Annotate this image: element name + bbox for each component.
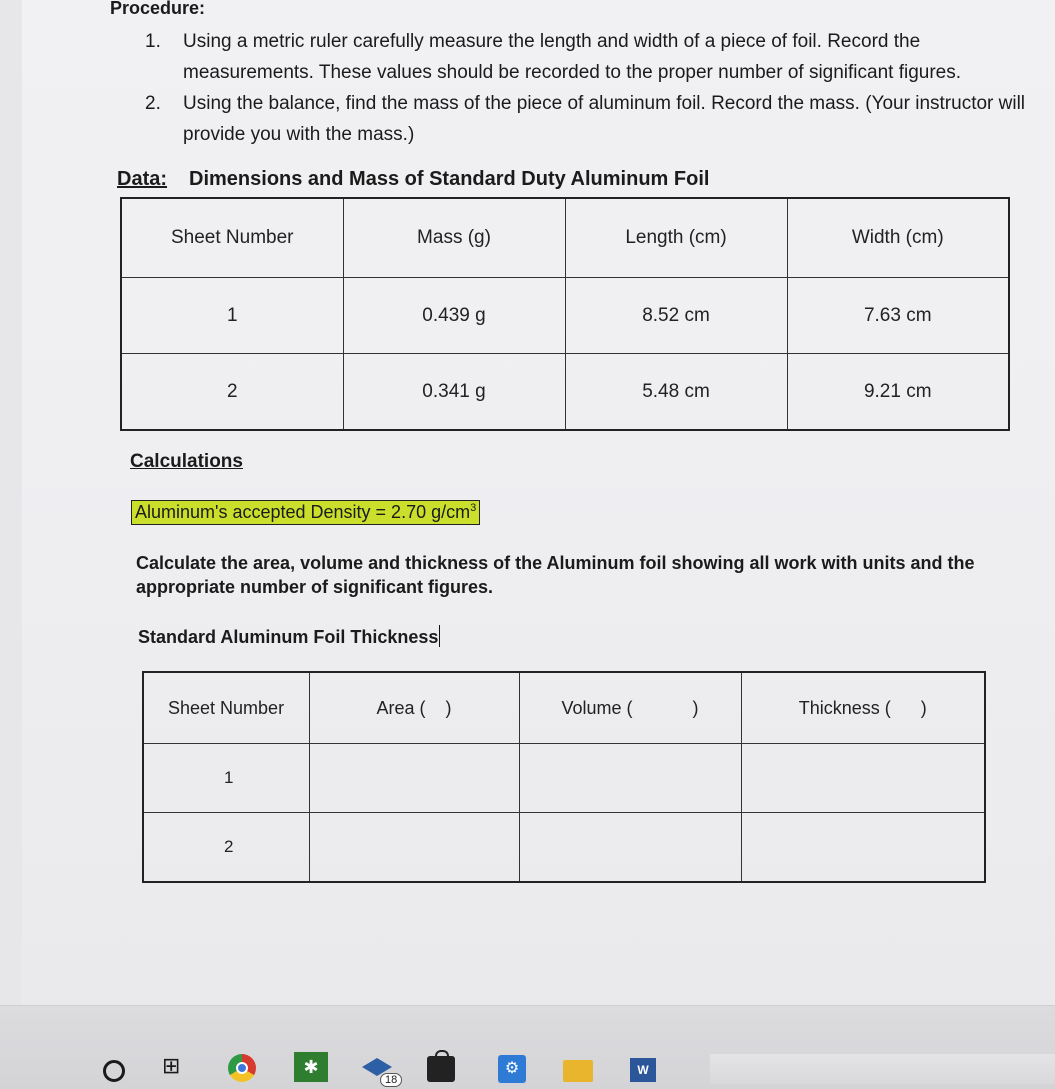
start-icon[interactable] (103, 1060, 125, 1082)
thickness-title-text: Standard Aluminum Foil Thickness (138, 627, 439, 647)
table-row (121, 354, 1009, 431)
cell-volume[interactable] (519, 744, 741, 813)
cell-width[interactable]: 7.63 cm (787, 278, 1009, 354)
cell-thickness[interactable] (741, 744, 985, 813)
density-highlight (131, 500, 480, 525)
calculation-instructions: Calculate the area, volume and thickness of the Aluminum foil showing all work with units and the appropriate number of significant figures. (136, 553, 975, 597)
cell-thickness[interactable] (741, 813, 985, 883)
dimensions-table (120, 197, 1010, 431)
store-icon[interactable] (427, 1056, 455, 1082)
data-heading (117, 168, 709, 191)
header-mass[interactable]: Mass (g) (343, 198, 565, 278)
header-width[interactable]: Width (cm) (787, 198, 1009, 278)
procedure-step (145, 26, 1045, 88)
chrome-icon[interactable] (228, 1054, 256, 1082)
cell-mass[interactable]: 0.439 g (343, 278, 565, 354)
green-app-icon[interactable]: ✱ (294, 1052, 328, 1082)
density-exponent: 3 (470, 502, 477, 514)
cell-sheet-number[interactable]: 2 (143, 813, 309, 883)
cell-volume[interactable] (519, 813, 741, 883)
header-sheet-number[interactable]: Sheet Number (143, 672, 309, 744)
procedure-step-number: 2. (145, 93, 161, 114)
thickness-heading[interactable] (138, 625, 440, 648)
cell-length[interactable]: 5.48 cm (565, 354, 787, 431)
notification-badge: 18 (380, 1073, 402, 1087)
folder-icon[interactable] (563, 1060, 593, 1082)
procedure-step-text: Using a metric ruler carefully measure the length and width of a piece of foil. Record the measurements. These values should be recorded to the proper number of significant figures. (183, 31, 962, 83)
table-row (121, 278, 1009, 354)
cell-area[interactable] (309, 744, 519, 813)
cell-area[interactable] (309, 813, 519, 883)
data-label: Data: (117, 168, 168, 190)
header-area[interactable]: Area ( ) (309, 672, 519, 744)
table-row (143, 813, 985, 883)
procedure-step (145, 88, 1045, 150)
cell-length[interactable]: 8.52 cm (565, 278, 787, 354)
header-thickness[interactable]: Thickness ( ) (741, 672, 985, 744)
procedure-list (145, 26, 1045, 150)
cell-mass[interactable]: 0.341 g (343, 354, 565, 431)
word-icon[interactable]: W (630, 1058, 656, 1082)
header-length[interactable]: Length (cm) (565, 198, 787, 278)
thickness-table (142, 671, 986, 883)
procedure-heading: Procedure: (110, 0, 206, 18)
header-sheet-number[interactable]: Sheet Number (121, 198, 343, 278)
data-title: Dimensions and Mass of Standard Duty Aluminum Foil (189, 168, 710, 190)
taskbar-tray (710, 1054, 1055, 1084)
table-header-row (143, 672, 985, 744)
table-row (143, 744, 985, 813)
cell-width[interactable]: 9.21 cm (787, 354, 1009, 431)
cell-sheet-number[interactable]: 1 (143, 744, 309, 813)
cell-sheet-number[interactable]: 1 (121, 278, 343, 354)
cell-sheet-number[interactable]: 2 (121, 354, 343, 431)
density-text: Aluminum's accepted Density = 2.70 g/cm (135, 502, 471, 522)
settings-gear-icon[interactable]: ⚙ (498, 1055, 526, 1083)
text-cursor (439, 625, 440, 647)
task-view-icon[interactable]: ⊞ (162, 1053, 181, 1078)
calculations-heading: Calculations (130, 451, 243, 472)
header-volume[interactable]: Volume ( ) (519, 672, 741, 744)
taskbar (0, 1005, 1055, 1089)
table-header-row (121, 198, 1009, 278)
procedure-step-number: 1. (145, 31, 161, 52)
procedure-step-text: Using the balance, find the mass of the piece of aluminum foil. Record the mass. (Your instructor will provide you with the mass.) (183, 93, 1026, 145)
